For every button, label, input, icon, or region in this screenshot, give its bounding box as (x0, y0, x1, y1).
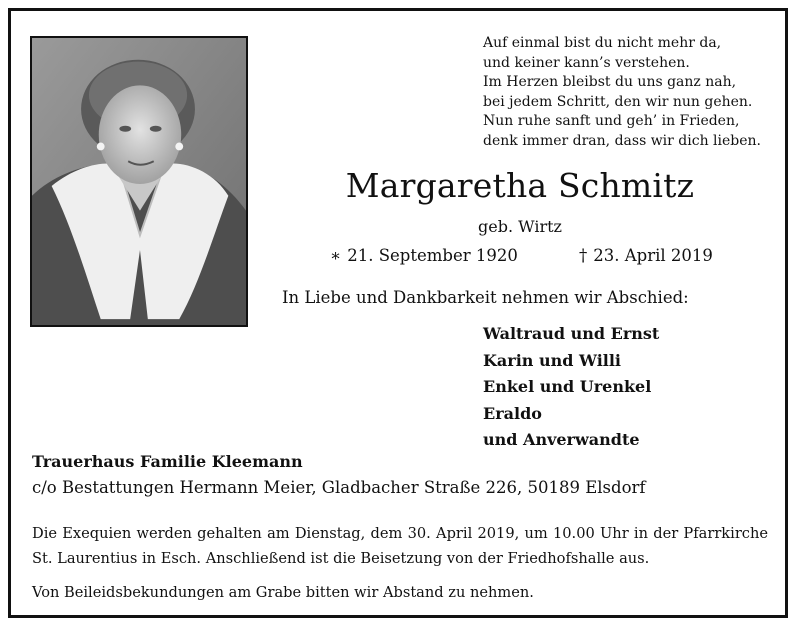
poem-line: Nun ruhe sanft und geh’ in Frieden, (483, 113, 740, 129)
mourning-house-address: c/o Bestattungen Hermann Meier, Gladbacher Straße 226, 50189 Elsdorf (32, 478, 646, 497)
portrait-image (32, 38, 246, 325)
poem-line: Im Herzen bleibst du uns ganz nah, (483, 74, 737, 90)
birth-date-line (330, 245, 518, 267)
funeral-service-info: Die Exequien werden gehalten am Dienstag, dem 30. April 2019, um 10.00 Uhr in der Pfarrkirche St. Laurentius in Esch. Anschließend ist die Beisetzung von der Friedhofshalle aus. (32, 525, 768, 567)
birth-date: 21. September 1920 (347, 246, 518, 265)
mourner-entry: Karin und Willi (483, 350, 622, 370)
poem-line: bei jedem Schritt, den wir nun gehen. (483, 93, 753, 110)
condolence-note: Von Beileidsbekundungen am Grabe bitten wir Abstand zu nehmen. (32, 584, 534, 601)
memorial-poem (483, 34, 783, 151)
birth-name: geb. Wirtz (478, 217, 562, 236)
mourners-list (483, 321, 659, 454)
mourner-entry: Waltraud und Ernst (483, 324, 660, 343)
death-date-line (579, 245, 713, 267)
death-date: 23. April 2019 (593, 246, 713, 265)
farewell-text: In Liebe und Dankbarkeit nehmen wir Abschied: (282, 288, 689, 307)
cross-icon: † (579, 246, 588, 265)
mourning-house-name: Trauerhaus Familie Kleemann (32, 452, 303, 471)
deceased-name: Margaretha Schmitz (345, 166, 695, 205)
mourner-entry: Eraldo (483, 403, 542, 423)
birth-star-icon: ∗ (330, 246, 342, 265)
portrait-photo (30, 36, 248, 327)
mourner-entry: Enkel und Urenkel (483, 377, 652, 396)
poem-line: und keiner kann’s verstehen. (483, 54, 690, 71)
poem-line: denk immer dran, dass wir dich lieben. (483, 132, 762, 149)
poem-line: Auf einmal bist du nicht mehr da, (483, 35, 722, 51)
mourner-entry: und Anverwandte (483, 430, 640, 449)
